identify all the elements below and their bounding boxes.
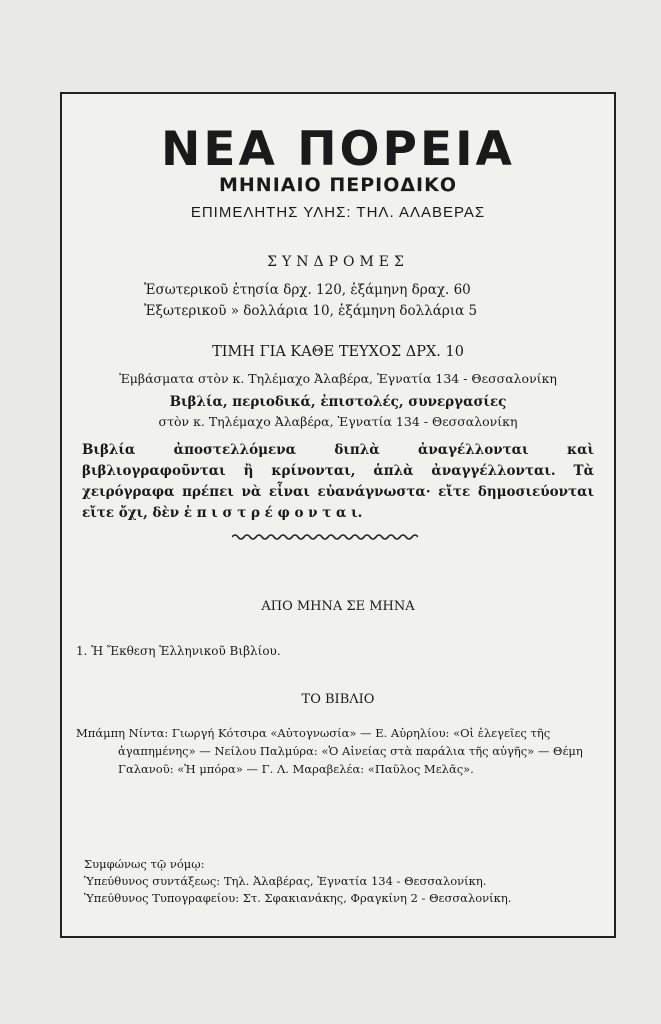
legal-printer-line: Ὑπεύθυνος Τυπογραφείου: Στ. Σφακιανάκης, Φραγκίνη 2 - Θεσσαλονίκη. <box>84 891 512 905</box>
correspondence-address: στὸν κ. Τηλέμαχο Ἀλαβέρα, Ἐγνατία 134 - Θεσσαλονίκη <box>158 414 518 429</box>
correspondence-label: Βιβλία, περιοδικά, ἐπιστολές, συνεργασίες <box>169 394 507 410</box>
submission-notice: Βιβλία ἀποστελλόμενα διπλὰ ἀναγέλλονται καὶ βιβλιογραφοῦνται ἢ κρίνονται, ἁπλὰ ἀναγγέλλονται. Τὰ χειρόγραφα πρέπει νὰ εἶναι εὐανάγνωστα· εἴτε δημοσιεύονται εἴτε ὄχι, δὲν ἐ π ι σ τ ρ έ φ ο ν τ α ι. <box>82 442 594 521</box>
book-review-line: ἀγαπημένης» — Νείλου Παλμύρα: «Ὁ Αἰνείας στὰ παράλια τῆς αὐγῆς» — Θέμη <box>118 744 583 758</box>
editor-line: ΕΠΙΜΕΛΗΤΗΣ ΥΛΗΣ: ΤΗΛ. ΑΛΑΒΕΡΑΣ <box>190 204 486 221</box>
journal-subtitle: ΜΗΝΙΑΙΟ ΠΕΡΙΟΔΙΚΟ <box>219 174 457 196</box>
section-month-item: 1. Ἡ Ἔκθεση Ἑλληνικοῦ Βιβλίου. <box>76 644 281 658</box>
legal-block <box>84 856 511 907</box>
wavy-divider <box>232 532 418 542</box>
page-frame <box>60 92 616 938</box>
book-review-line: Μπάμπη Νίντα: Γιωργή Κότσιρα «Αὐτογνωσία» — Ε. Αὐρηλίου: «Οἱ ἐλεγεῖες τῆς <box>76 726 551 740</box>
subscription-domestic: Ἐσωτερικοῦ ἐτησία δρχ. 120, ἑξάμηνη δραχ. 60 <box>144 282 471 298</box>
legal-editor-line: Ὑπεύθυνος συντάξεως: Τηλ. Ἀλαβέρας, Ἐγνατία 134 - Θεσσαλονίκη. <box>84 874 487 888</box>
book-review-line: Γαλανοῦ: «Ἡ μπόρα» — Γ. Λ. Μαραβελέα: «Παῦλος Μελᾶς». <box>118 762 474 776</box>
issue-price: ΤΙΜΗ ΓΙΑ ΚΑΘΕ ΤΕΥΧΟΣ ΔΡΧ. 10 <box>212 344 464 360</box>
section-month-heading: ΑΠΟ ΜΗΝΑ ΣΕ ΜΗΝΑ <box>261 599 415 614</box>
subscription-foreign: Ἐξωτερικοῦ » δολλάρια 10, ἑξάμηνη δολλάρια 5 <box>144 303 478 319</box>
journal-title: ΝΕΑ ΠΟΡΕΙΑ <box>161 122 515 177</box>
legal-law-line: Συμφώνως τῷ νόμῳ: <box>84 857 205 871</box>
subscriptions-heading: ΣΥΝΔΡΟΜΕΣ <box>267 254 409 270</box>
remittance-address: Ἐμβάσματα στὸν κ. Τηλέμαχο Ἀλαβέρα, Ἐγνατία 134 - Θεσσαλονίκη <box>119 371 557 386</box>
section-book-heading: ΤΟ ΒΙΒΛΙΟ <box>301 692 375 707</box>
book-reviews <box>76 724 596 778</box>
